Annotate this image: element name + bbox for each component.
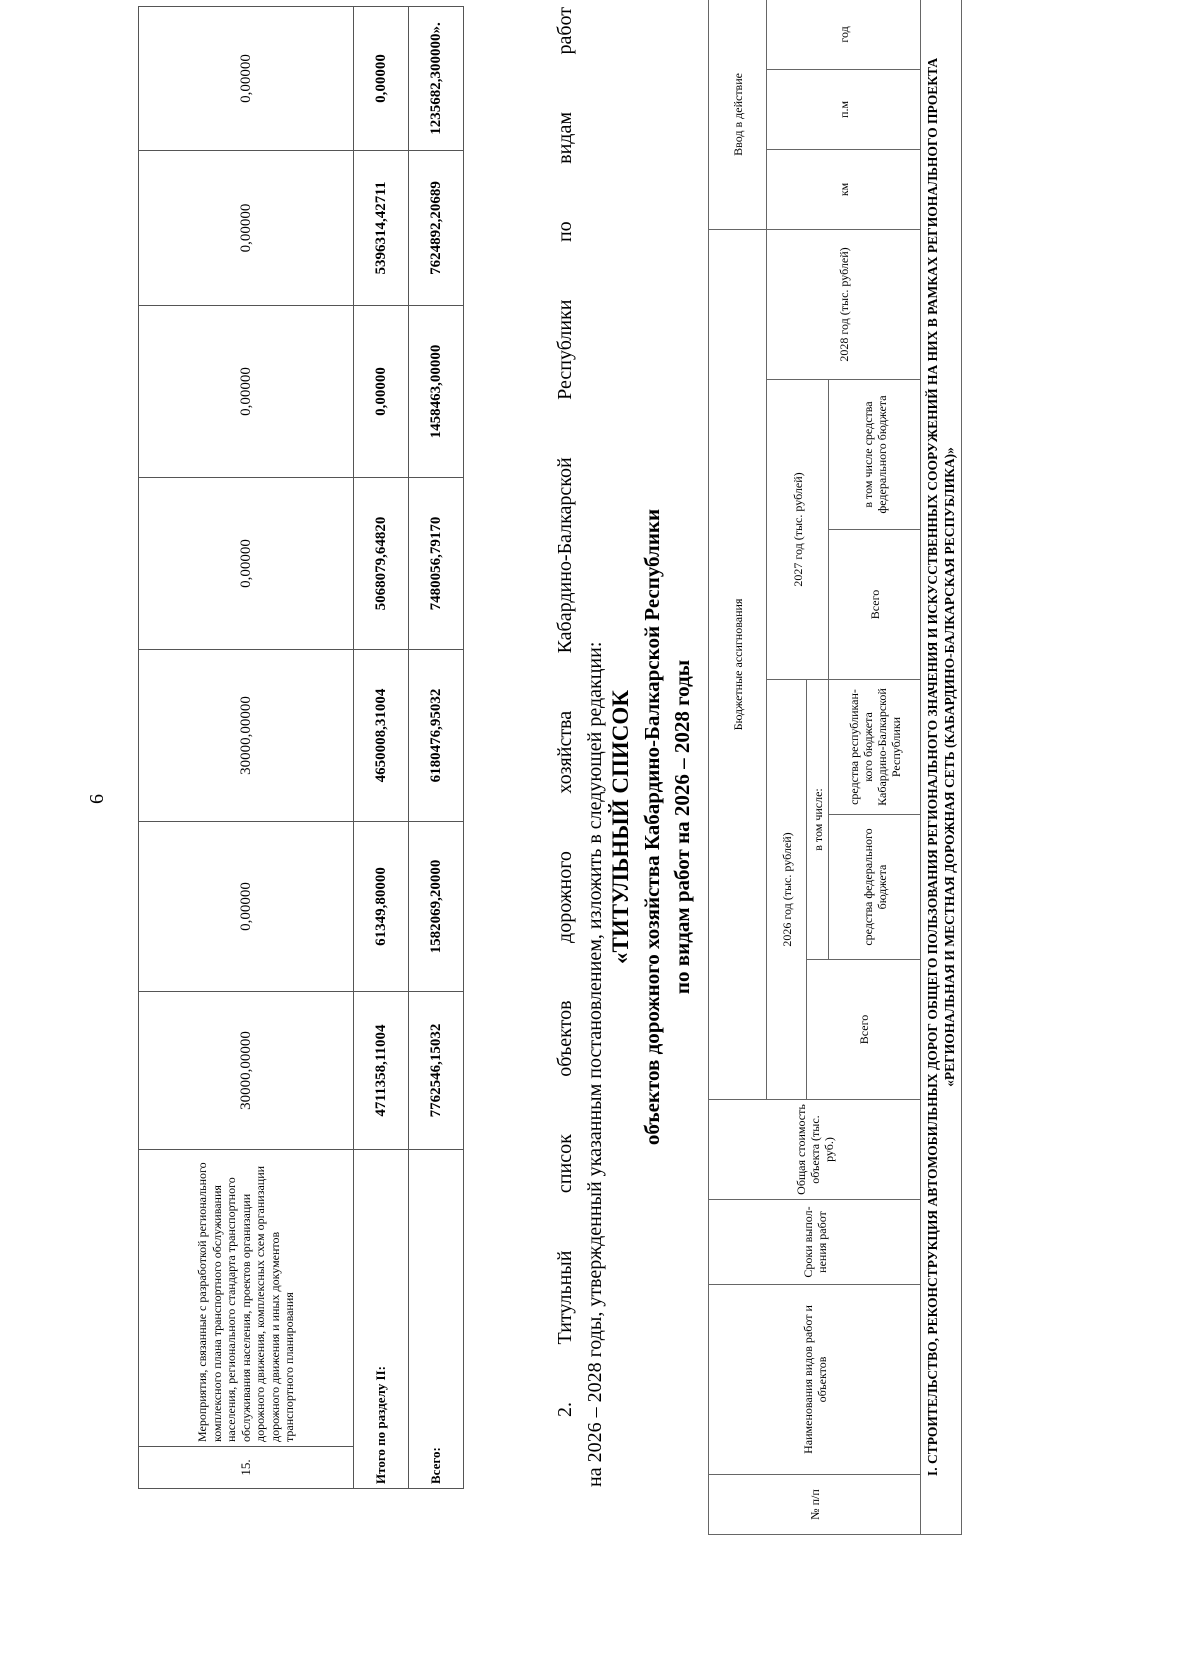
paragraph-line: на 2026 – 2028 годы, утвержденный указанным постановлением, изложить в следующей редакции: xyxy=(584,641,606,1487)
header-2027: 2027 год (тыс. рублей) xyxy=(767,380,829,680)
subtotal-label: Итого по разделу II: xyxy=(354,1150,409,1489)
cell: 1582069,20000 xyxy=(409,822,464,992)
cell: 7762546,15032 xyxy=(409,992,464,1150)
cell: 0,00000 xyxy=(139,151,354,306)
cell: 0,00000 xyxy=(139,822,354,992)
amendment-paragraph xyxy=(550,7,610,1487)
header-2026-incl: в том числе: xyxy=(807,680,829,960)
cell: 30000,00000 xyxy=(139,650,354,822)
paragraph-line: 2. Титульный список объектов дорожного хозяйства Кабардино-Балкарской Республики по видам работ xyxy=(554,7,576,1417)
cell: 5068079,64820 xyxy=(354,478,409,650)
header-km: км xyxy=(767,149,921,229)
header-cost: Общая стоимость объекта (тыс. руб.) xyxy=(709,1100,921,1200)
header-year: год xyxy=(767,0,921,69)
cell: 0,00000 xyxy=(139,306,354,478)
cell: 1235682,300000». xyxy=(409,7,464,151)
header-2026: 2026 год (тыс. рублей) xyxy=(767,680,807,1100)
cell: 0,00000 xyxy=(139,7,354,151)
header-2027-fed: в том числе средства федерального бюджета xyxy=(829,380,921,530)
header-2026-rep: средства республикан-кого бюджета Кабардино-Балкарской Республики xyxy=(829,680,921,815)
cell: 7624892,20689 xyxy=(409,151,464,306)
cell: 5396314,42711 xyxy=(354,151,409,306)
header-2027-total: Всего xyxy=(829,530,921,680)
cell: 6180476,95032 xyxy=(409,650,464,822)
table-row xyxy=(139,7,354,1489)
header-2026-total: Всего xyxy=(807,960,921,1100)
header-terms: Сроки выпол-нения работ xyxy=(709,1200,921,1285)
cell: 61349,80000 xyxy=(354,822,409,992)
row-number: 15. xyxy=(139,1447,354,1489)
cell: 7480056,79170 xyxy=(409,478,464,650)
cell: 30000,00000 xyxy=(139,992,354,1150)
doc-heading: «ТИТУЛЬНЫЙ СПИСОК xyxy=(608,690,633,964)
title-list-table xyxy=(708,0,962,1535)
section-title: I. СТРОИТЕЛЬСТВО, РЕКОНСТРУКЦИЯ АВТОМОБИЛЬНЫХ ДОРОГ ОБЩЕГО ПОЛЬЗОВАНИЯ РЕГИОНАЛЬНОГО ЗНАЧЕНИЯ И ИСКУССТВЕННЫХ СООРУЖЕНИЙ НА НИХ В РАМКАХ РЕГИОНАЛЬНОГО ПРОЕКТА «РЕГИОНАЛЬНАЯ И МЕСТНАЯ ДОРОЖНАЯ СЕТЬ (КАБАРДИНО-БАЛКАРСКАЯ РЕСПУБЛИКА)» xyxy=(921,0,962,1535)
header-budget: Бюджетные ассигнования xyxy=(709,229,767,1099)
total-label: Всего: xyxy=(409,1150,464,1489)
cell: 1458463,00000 xyxy=(409,306,464,478)
total-row xyxy=(409,7,464,1489)
subtotal-row xyxy=(354,7,409,1489)
cell: 4650008,31004 xyxy=(354,650,409,822)
row-name: Мероприятия, связанные с разработкой регионального комплексного плана транспортного обслуживания населения, регионального стандарта транспортного обслуживания населения, проектов организации дорожного движения, комплексных схем организации дорожного движения и иных документов транспортного планирования xyxy=(139,1150,354,1447)
header-2026-fed: средства федерального бюджета xyxy=(829,815,921,960)
doc-subheading: по видам работ на 2026 – 2028 годы xyxy=(670,659,694,995)
header-commission: Ввод в действие xyxy=(709,0,767,229)
cell: 0,00000 xyxy=(354,306,409,478)
cell: 4711358,11004 xyxy=(354,992,409,1150)
doc-subheading: объектов дорожного хозяйства Кабардино-Балкарской Республики xyxy=(640,508,664,1146)
header-2028: 2028 год (тыс. рублей) xyxy=(767,229,921,379)
header-pm: п.м xyxy=(767,69,921,149)
cell: 0,00000 xyxy=(354,7,409,151)
page-number: 6 xyxy=(86,794,108,804)
cell: 0,00000 xyxy=(139,478,354,650)
header-num: № п/п xyxy=(709,1475,921,1535)
continuation-table xyxy=(138,6,464,1489)
header-name: Наименования видов работ и объектов xyxy=(709,1285,921,1475)
